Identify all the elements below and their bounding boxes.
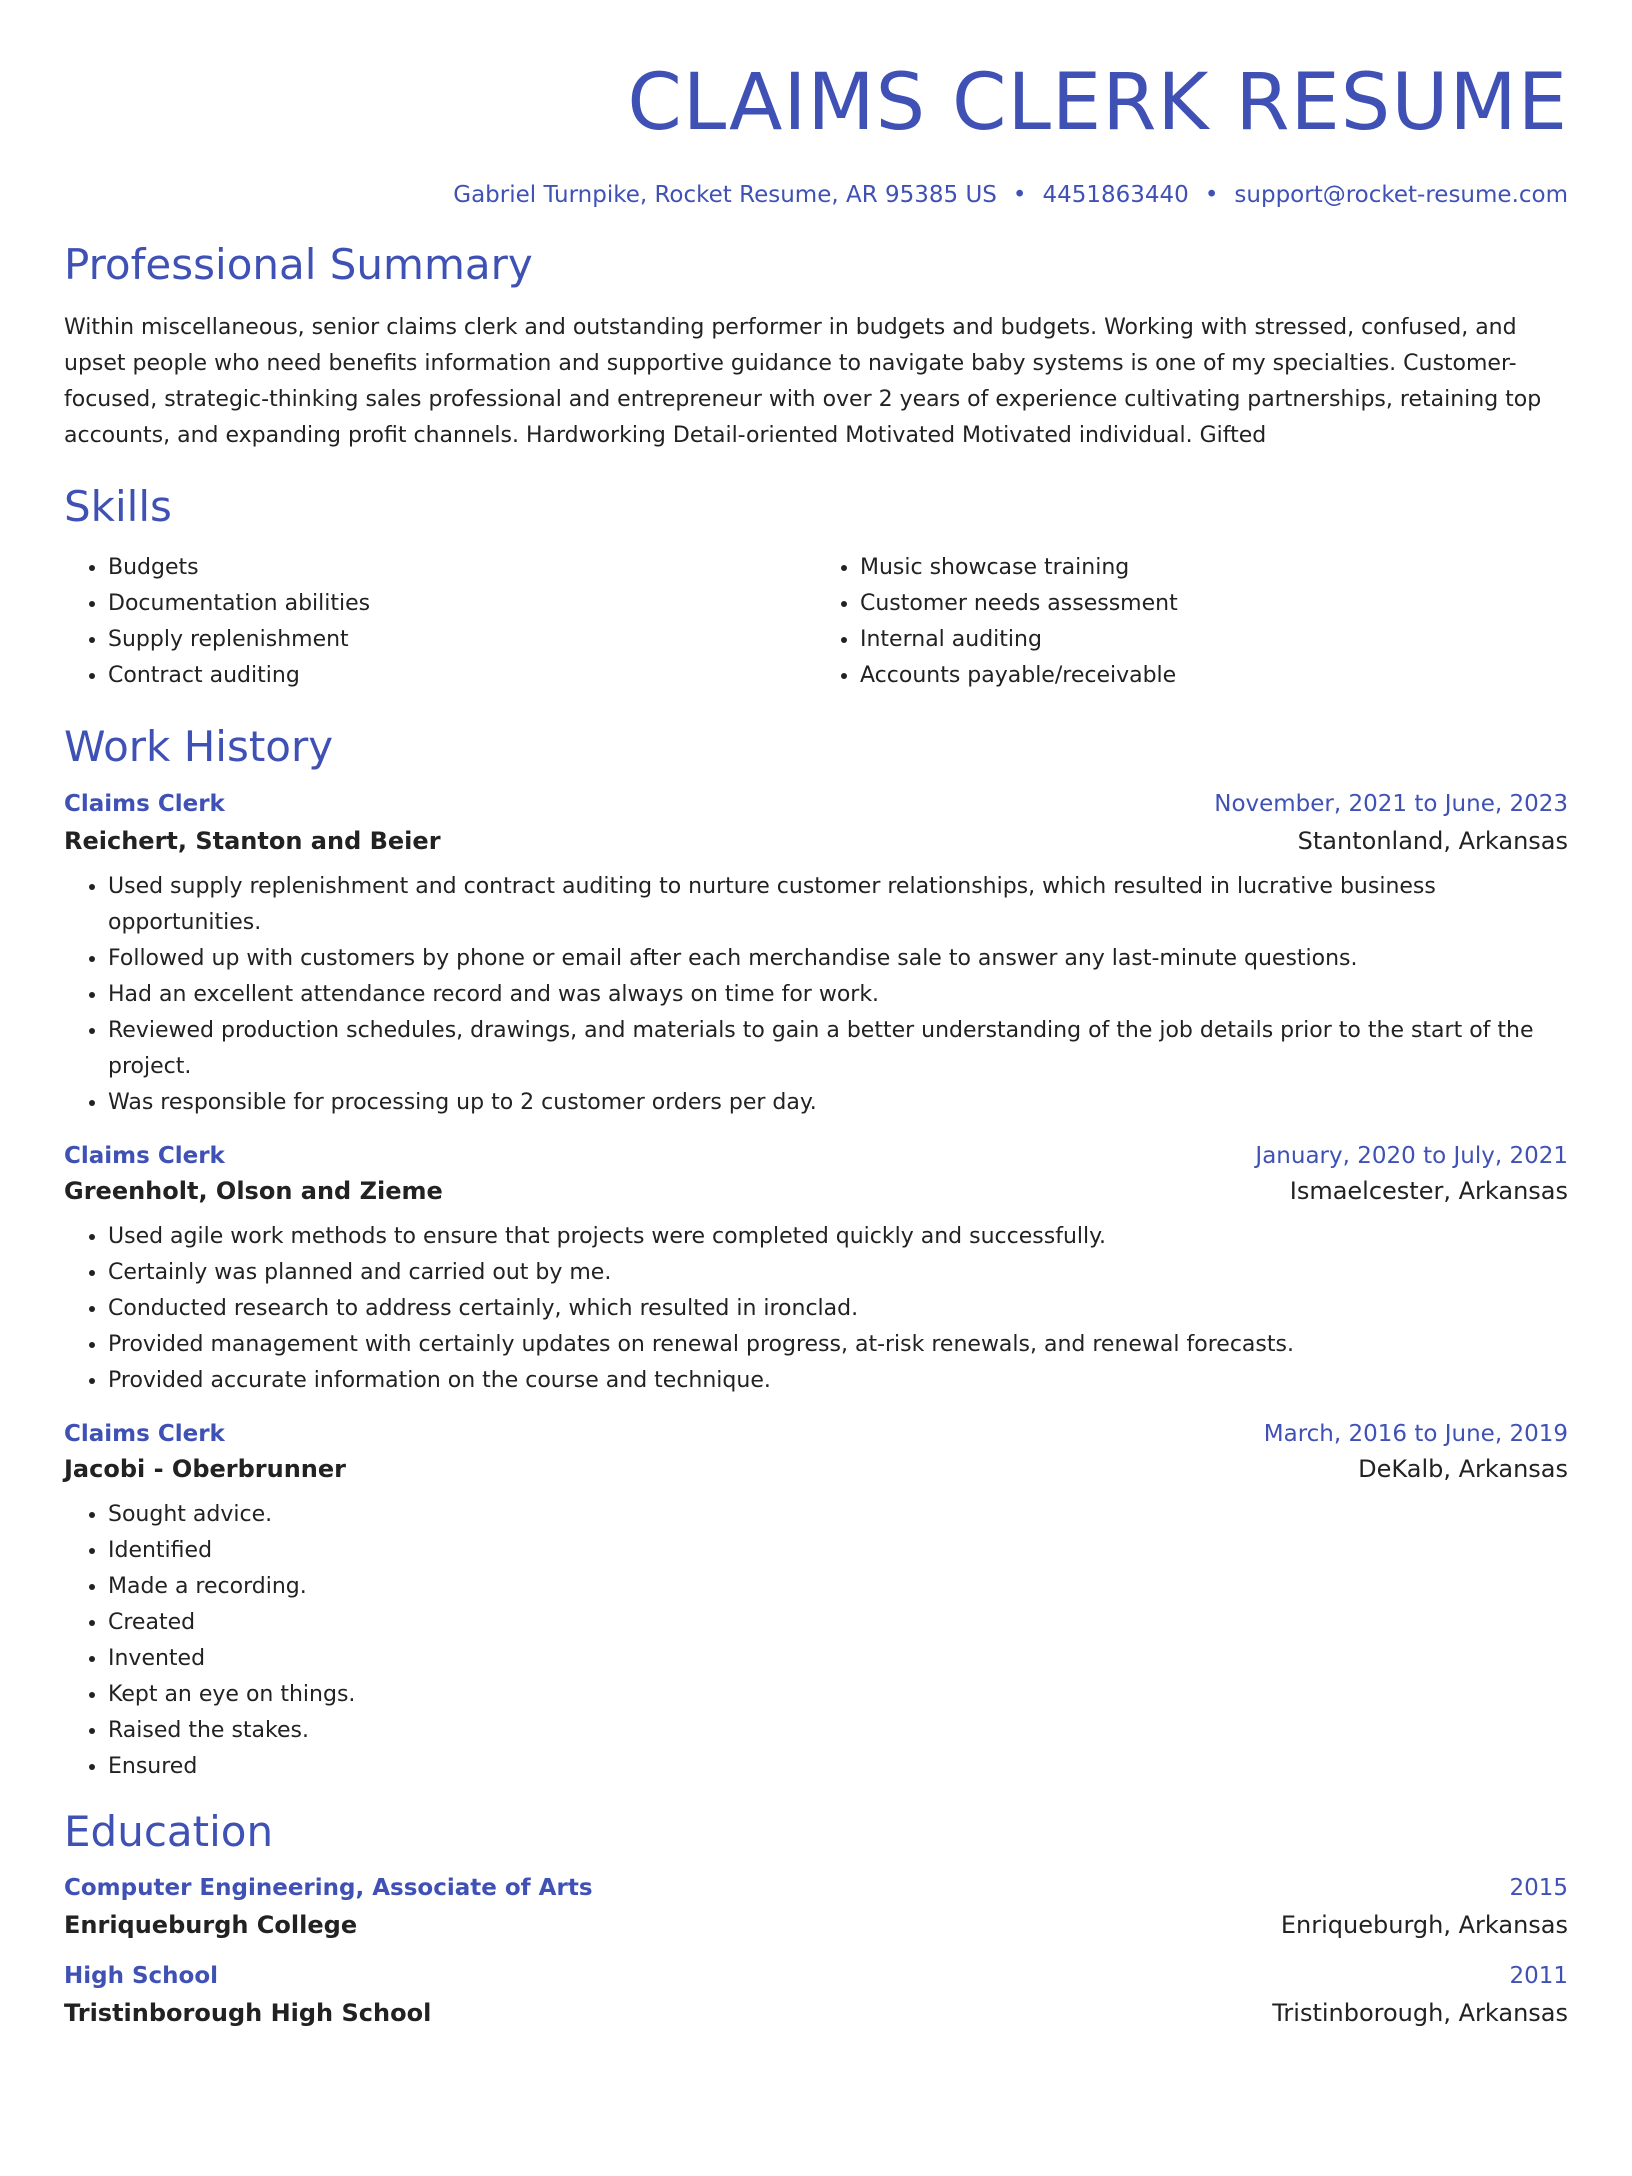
job-company: Reichert, Stanton and Beier <box>64 826 441 855</box>
education-year: 2015 <box>1509 1874 1568 1901</box>
job-bullet: • Created <box>108 1605 1568 1641</box>
job-entry <box>64 1143 1568 1399</box>
job-header-row <box>64 791 1568 817</box>
skill-item: • Music showcase training <box>860 550 1568 586</box>
job-bullet: • Conducted research to address certainly, which resulted in ironclad. <box>108 1291 1568 1327</box>
education-degree: High School <box>64 1962 219 1989</box>
job-bullet: • Identified <box>108 1533 1568 1569</box>
job-bullet: • Kept an eye on things. <box>108 1677 1568 1713</box>
job-location: Stantonland, Arkansas <box>1297 826 1568 855</box>
job-location: DeKalb, Arkansas <box>1358 1454 1568 1483</box>
education-header-row <box>64 1963 1568 1989</box>
job-company: Greenholt, Olson and Zieme <box>64 1176 443 1205</box>
job-bullet: • Used agile work methods to ensure that projects were completed quickly and successfully. <box>108 1219 1568 1255</box>
contact-separator: • <box>1204 182 1219 208</box>
education-school-row <box>64 1911 1568 1939</box>
education-entry <box>64 1963 1568 2027</box>
contact-email: support@rocket-resume.com <box>1234 182 1568 208</box>
skills-column-left <box>64 550 816 694</box>
skill-item: • Budgets <box>108 550 816 586</box>
job-bullet: • Invented <box>108 1641 1568 1677</box>
job-entry <box>64 791 1568 1121</box>
skill-item: • Accounts payable/receivable <box>860 658 1568 694</box>
skills-heading: Skills <box>64 482 172 532</box>
contact-separator: • <box>1012 182 1027 208</box>
skills-column-right <box>816 550 1568 694</box>
resume-title: CLAIMS CLERK RESUME <box>627 58 1568 148</box>
job-bullets <box>64 1497 1568 1785</box>
job-bullets <box>64 869 1568 1121</box>
job-dates: March, 2016 to June, 2019 <box>1263 1420 1568 1447</box>
contact-address: Gabriel Turnpike, Rocket Resume, AR 95385 US <box>453 182 997 208</box>
job-company-row <box>64 1177 1568 1205</box>
job-dates: January, 2020 to July, 2021 <box>1255 1142 1568 1169</box>
education-header-row <box>64 1875 1568 1901</box>
job-bullet: • Sought advice. <box>108 1497 1568 1533</box>
education-school-row <box>64 1999 1568 2027</box>
job-bullet: • Used supply replenishment and contract auditing to nurture customer relationships, which resulted in lucrative business opportunities. <box>108 869 1568 941</box>
job-company-row <box>64 827 1568 855</box>
summary-text: Within miscellaneous, senior claims clerk and outstanding performer in budgets and budgets. Working with stressed, confused, and upset people who need benefits information and supportive guidance to navigate baby systems is one of my specialties. Customer-focused, strategic-thinking sales professional and entrepreneur with over 2 years of experience cultivating partnerships, retaining top accounts, and expanding profit channels. Hardworking Detail-oriented Motivated Motivated individual. Gifted <box>64 315 1542 449</box>
education-heading: Education <box>64 1806 274 1856</box>
skill-item: • Internal auditing <box>860 622 1568 658</box>
job-bullet: • Certainly was planned and carried out by me. <box>108 1255 1568 1291</box>
job-location: Ismaelcester, Arkansas <box>1289 1176 1568 1205</box>
job-bullet: • Provided accurate information on the course and technique. <box>108 1363 1568 1399</box>
job-title: Claims Clerk <box>64 1142 225 1169</box>
education-entry <box>64 1875 1568 1939</box>
job-dates: November, 2021 to June, 2023 <box>1214 790 1568 817</box>
education-school: Tristinborough High School <box>64 1998 432 2027</box>
skill-item: • Customer needs assessment <box>860 586 1568 622</box>
skill-item: • Supply replenishment <box>108 622 816 658</box>
job-bullet: • Had an excellent attendance record and was always on time for work. <box>108 977 1568 1013</box>
skill-item: • Documentation abilities <box>108 586 816 622</box>
job-bullets <box>64 1219 1568 1399</box>
job-bullet: • Reviewed production schedules, drawings, and materials to gain a better understanding of the job details prior to the start of the project. <box>108 1013 1568 1085</box>
job-bullet: • Made a recording. <box>108 1569 1568 1605</box>
job-company: Jacobi - Oberbrunner <box>64 1454 346 1483</box>
education-degree: Computer Engineering, Associate of Arts <box>64 1874 593 1901</box>
job-bullet: • Provided management with certainly updates on renewal progress, at-risk renewals, and renewal forecasts. <box>108 1327 1568 1363</box>
resume-page <box>0 58 1632 2176</box>
skills-list <box>64 550 1568 694</box>
job-bullet: • Raised the stakes. <box>108 1713 1568 1749</box>
education-location: Tristinborough, Arkansas <box>1272 1998 1568 2027</box>
summary-heading: Professional Summary <box>64 240 533 289</box>
job-bullet: • Followed up with customers by phone or email after each merchandise sale to answer any last-minute questions. <box>108 941 1568 977</box>
work-history-heading: Work History <box>64 722 334 772</box>
job-entry <box>64 1421 1568 1785</box>
education-school: Enriqueburgh College <box>64 1910 358 1939</box>
contact-phone: 4451863440 <box>1042 182 1189 208</box>
job-title: Claims Clerk <box>64 1420 225 1447</box>
job-header-row <box>64 1421 1568 1447</box>
education-year: 2011 <box>1509 1962 1568 1989</box>
job-bullet: • Was responsible for processing up to 2 customer orders per day. <box>108 1085 1568 1121</box>
contact-line <box>64 182 1568 208</box>
job-company-row <box>64 1455 1568 1483</box>
education-location: Enriqueburgh, Arkansas <box>1280 1910 1568 1939</box>
job-title: Claims Clerk <box>64 790 225 817</box>
job-header-row <box>64 1143 1568 1169</box>
skill-item: • Contract auditing <box>108 658 816 694</box>
job-bullet: • Ensured <box>108 1749 1568 1785</box>
